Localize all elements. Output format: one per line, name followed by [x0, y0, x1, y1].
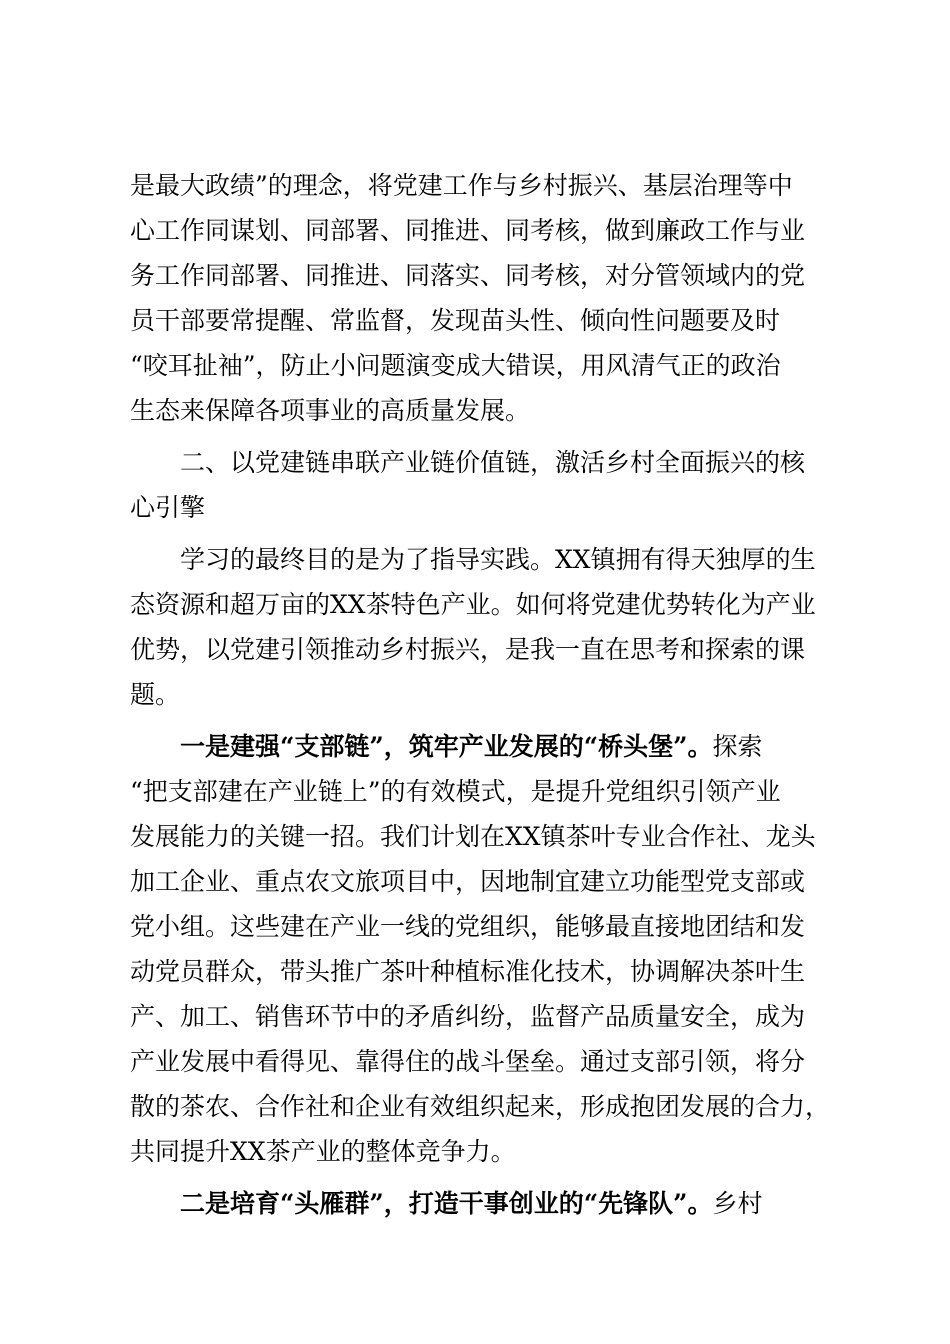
paragraph-practice — [130, 537, 830, 717]
document-page — [130, 163, 830, 1226]
paragraph-branch-chain — [130, 724, 830, 1174]
text-line: 散的茶农、合作社和企业有效组织起来，形成抱团发展的合力， — [130, 1092, 830, 1121]
paragraph-gap — [130, 1174, 830, 1181]
text-line: “把支部建在产业链上”的有效模式，是提升党组织引领产业 — [130, 777, 781, 806]
paragraph-gap — [130, 530, 830, 537]
paragraph-leader-group — [130, 1181, 830, 1226]
text-line: 是最大政绩”的理念，将党建工作与乡村振兴、基层治理等中 — [130, 171, 793, 200]
text-line — [130, 1181, 830, 1226]
text-line: 态资源和超万亩的XX茶特色产业。如何将党建优势转化为产业 — [130, 590, 816, 619]
bold-lead-text: 二是培育“头雁群”，打造干事创业的“先锋队”。 — [180, 1189, 713, 1218]
text-line: 优势，以党建引领推动乡村振兴，是我一直在思考和探索的课 — [130, 635, 806, 664]
section-heading — [130, 440, 830, 530]
text-line — [130, 724, 830, 769]
text-line: 动党员群众，带头推广茶叶种植标准化技术，协调解决茶叶生 — [130, 957, 806, 986]
text-line: 产、加工、销售环节中的矛盾纠纷，监督产品质量安全，成为 — [130, 1002, 806, 1031]
text-line: 员干部要常提醒、常监督，发现苗头性、倾向性问题要及时 — [130, 306, 781, 335]
text-line: 务工作同部署、同推进、同落实、同考核，对分管领域内的党 — [130, 261, 806, 290]
paragraph-gap — [130, 433, 830, 440]
text-line: 心引擎 — [130, 493, 206, 522]
text-line: 二、以党建链串联产业链价值链，激活乡村全面振兴的核 — [180, 448, 806, 477]
lead-rest-text: 探索 — [712, 732, 763, 761]
text-line: 党小组。这些建在产业一线的党组织，能够最直接地团结和发 — [130, 912, 806, 941]
lead-rest-text: 乡村 — [712, 1189, 763, 1218]
text-line: “咬耳扯袖”，防止小问题演变成大错误，用风清气正的政治 — [130, 351, 781, 380]
text-line: 产业发展中看得见、靠得住的战斗堡垒。通过支部引领，将分 — [130, 1047, 806, 1076]
text-line: 题。 — [130, 680, 181, 709]
text-line: 心工作同谋划、同部署、同推进、同考核，做到廉政工作与业 — [130, 216, 806, 245]
text-line: 加工企业、重点农文旅项目中，因地制宜建立功能型党支部或 — [130, 867, 806, 896]
bold-lead-text: 一是建强“支部链”，筑牢产业发展的“桥头堡”。 — [180, 732, 713, 761]
paragraph-gap — [130, 717, 830, 724]
text-line: 发展能力的关键一招。我们计划在XX镇茶叶专业合作社、龙头 — [130, 822, 816, 851]
text-line: 共同提升XX茶产业的整体竞争力。 — [130, 1137, 516, 1166]
text-line: 生态来保障各项事业的高质量发展。 — [130, 396, 531, 425]
text-line: 学习的最终目的是为了指导实践。XX镇拥有得天独厚的生 — [180, 545, 816, 574]
paragraph-responsibility — [130, 163, 830, 433]
